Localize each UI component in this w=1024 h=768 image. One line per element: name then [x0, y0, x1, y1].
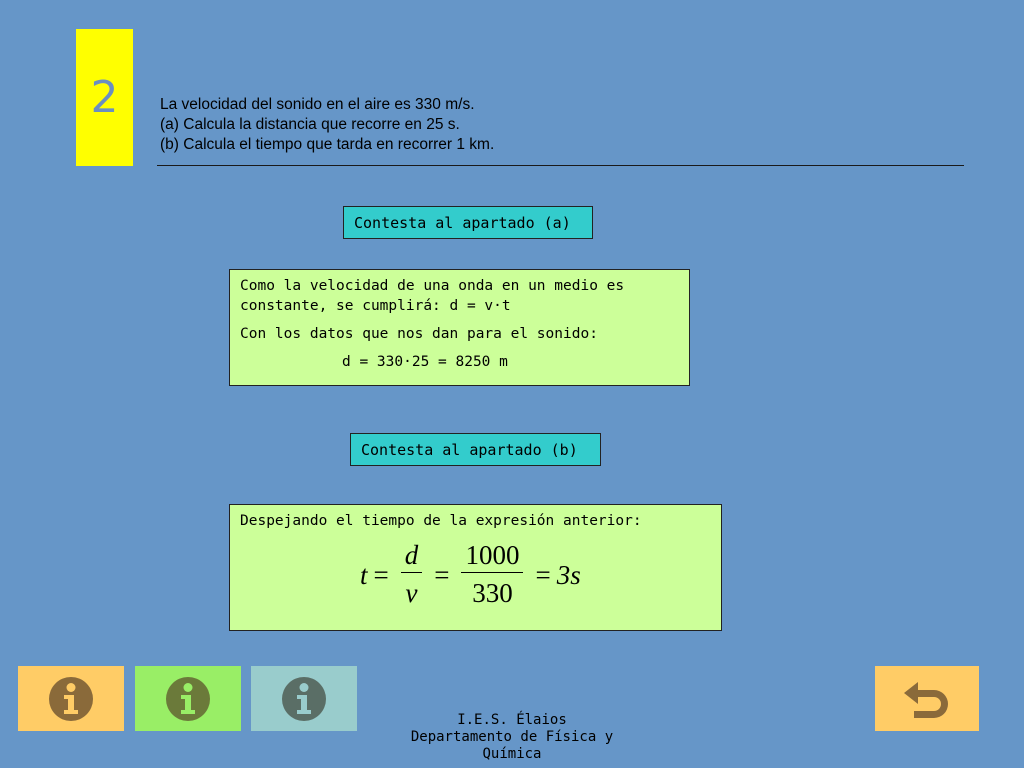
answer-a-text1: Como la velocidad de una onda en un medio es constante, se cumplirá: d = v·t [240, 278, 625, 314]
answer-b-button[interactable] [350, 433, 601, 466]
fraction-d-over-v [401, 539, 423, 611]
fraction-values [461, 539, 523, 611]
time-formula [360, 539, 581, 611]
fraction-denominator: 330 [472, 578, 513, 608]
formula-lhs: t [360, 559, 368, 590]
department-name: Departamento de Física y Química [410, 729, 614, 762]
answer-b-button-label: Contesta al apartado (b) [361, 440, 578, 459]
divider-line [157, 165, 964, 166]
back-button[interactable] [875, 666, 979, 731]
fraction-numerator: 1000 [461, 539, 523, 573]
info-icon [165, 676, 211, 722]
problem-line: La velocidad del sonido en el aire es 330 m/s. [160, 96, 475, 113]
formula-equals: = [535, 559, 551, 590]
info-icon [48, 676, 94, 722]
slide-number: 2 [90, 72, 119, 123]
info-button-1[interactable] [18, 666, 124, 731]
formula-equals: = [434, 559, 450, 590]
school-name: I.E.S. Élaios [457, 712, 567, 728]
answer-a-calc: d = 330·25 = 8250 m [342, 354, 508, 370]
answer-a-text2: Con los datos que nos dan para el sonido: [240, 326, 598, 342]
problem-statement [160, 95, 494, 155]
info-button-3[interactable] [251, 666, 357, 731]
return-arrow-icon [900, 676, 954, 722]
answer-b-box [229, 504, 722, 631]
answer-a-button[interactable] [343, 206, 593, 239]
formula-result: 3s [556, 559, 581, 590]
info-icon [281, 676, 327, 722]
fraction-numerator: d [401, 539, 423, 573]
info-button-2[interactable] [135, 666, 241, 731]
answer-b-text1: Despejando el tiempo de la expresión anterior: [240, 513, 642, 529]
formula-equals: = [373, 559, 389, 590]
fraction-denominator: v [405, 578, 418, 608]
answer-a-box [229, 269, 690, 386]
problem-line: (b) Calcula el tiempo que tarda en recorrer 1 km. [160, 136, 495, 153]
slide-number-box [76, 29, 133, 166]
answer-a-button-label: Contesta al apartado (a) [354, 213, 571, 232]
footer [380, 712, 644, 763]
problem-line: (a) Calcula la distancia que recorre en 25 s. [160, 116, 460, 133]
